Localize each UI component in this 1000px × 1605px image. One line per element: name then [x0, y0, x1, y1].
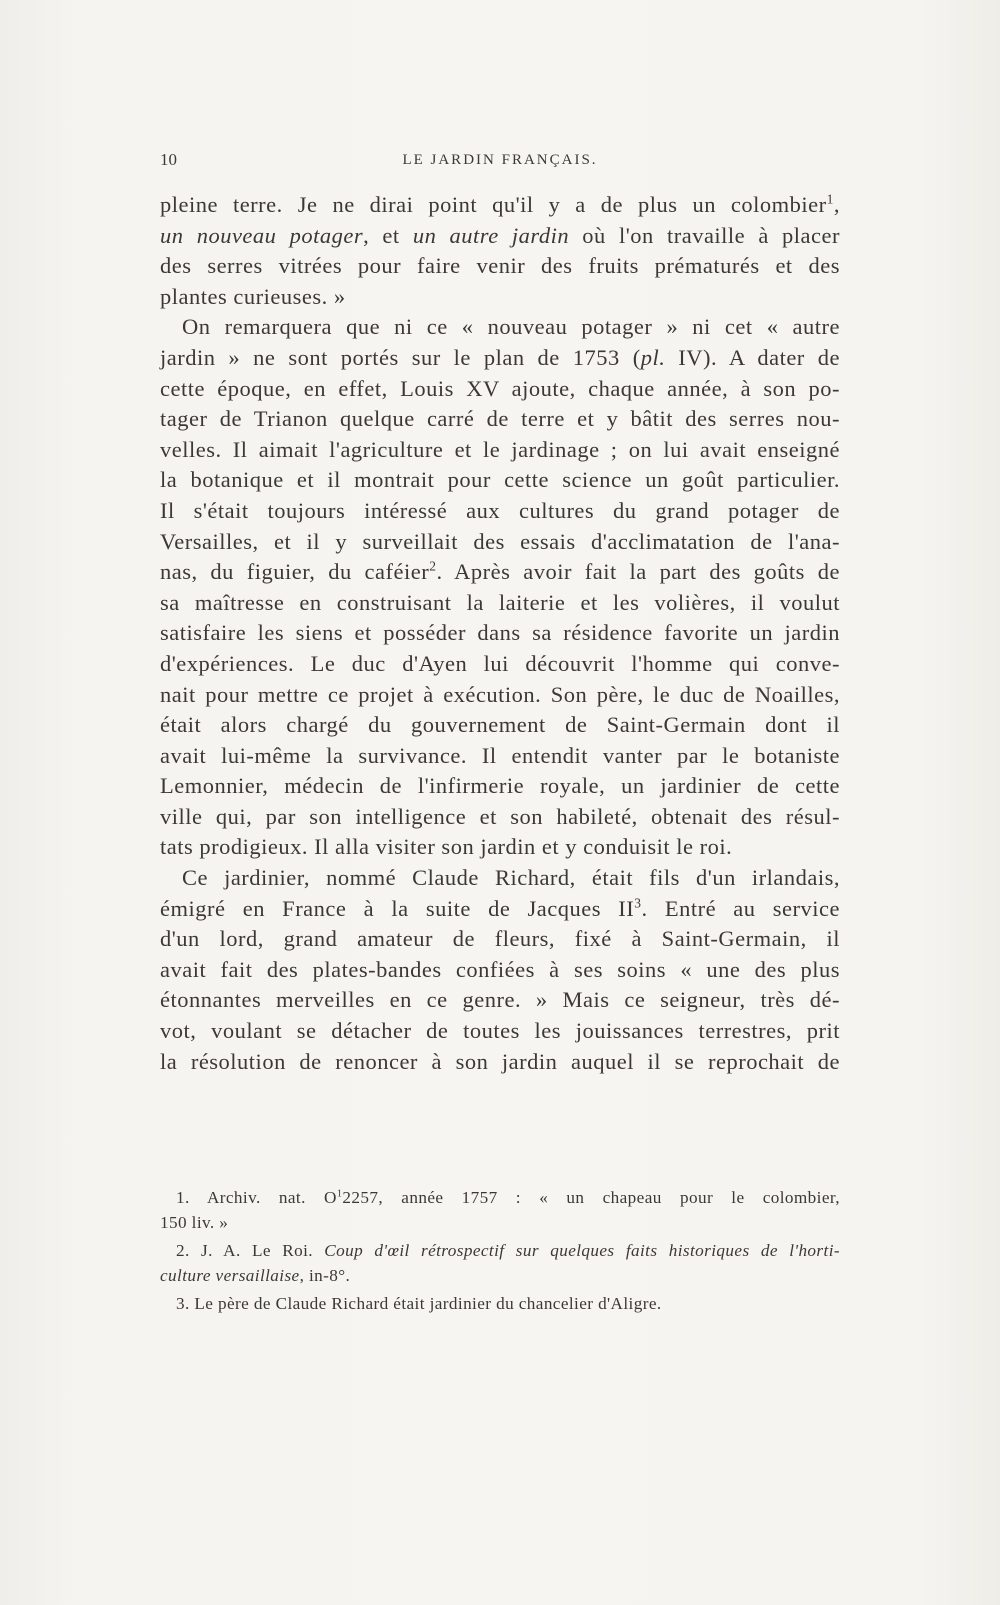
footnote-3	[160, 1292, 840, 1317]
footnote-1	[160, 1186, 840, 1235]
superscript: 1	[336, 1188, 343, 1200]
text-line: des serres vitrées pour faire venir des fruits prématurés et des	[160, 253, 840, 279]
footnote-ref: 1	[826, 191, 834, 207]
text-line: d'un lord, grand amateur de fleurs, fixé à Saint-Germain, il	[160, 926, 840, 952]
text-line: pleine terre. Je ne dirai point qu'il y a de plus un colombier	[160, 192, 827, 217]
footnote-line	[160, 1239, 840, 1264]
text-line: Il s'était toujours intéressé aux cultures du grand potager de	[160, 497, 840, 523]
paragraph	[160, 221, 840, 252]
text-line: cette époque, en effet, Louis XV ajoute, chaque année, à son po-	[160, 375, 840, 401]
page-header	[160, 150, 840, 174]
footnote-line: 3. Le père de Claude Richard était jardinier du chancelier d'Aligre.	[176, 1294, 662, 1313]
footnote-line: 150 liv. »	[160, 1212, 229, 1232]
footnote-ref: 3	[634, 895, 642, 911]
footnote-ref: 2	[429, 558, 437, 574]
text-line: vot, voulant se détacher de toutes les jouissances terrestres, prit	[160, 1018, 840, 1044]
text-line: velles. Il aimait l'agriculture et le jardinage ; on lui avait enseigné	[160, 436, 840, 462]
text-line: avait fait des plates-bandes confiées à ses soins « une des plus	[160, 956, 840, 982]
text-line: Versailles, et il y surveillait des essais d'acclimatation de l'ana-	[160, 528, 840, 554]
text-fragment: 1. Archiv. nat. O	[176, 1188, 337, 1207]
text-fragment: 2. J. A. Le Roi.	[176, 1241, 325, 1260]
italic-phrase: pl.	[640, 344, 666, 370]
text-fragment: . Entré au service	[641, 895, 840, 921]
footnote-line	[160, 1186, 840, 1211]
italic-phrase: un autre jardin	[412, 222, 570, 248]
text-line: plantes curieuses. »	[160, 283, 346, 309]
text-fragment: jardin » ne sont portés sur le plan de 1753 (	[160, 344, 641, 370]
running-head: LE JARDIN FRANÇAIS.	[402, 152, 598, 168]
text-fragment: 2257, année 1757 : « un chapeau pour le colombier,	[342, 1188, 841, 1207]
text-fragment: . Après avoir fait la part des goûts de	[436, 559, 840, 585]
text-fragment: ,	[833, 192, 840, 217]
text-line: étonnantes merveilles en ce genre. » Mais ce seigneur, très dé-	[160, 987, 840, 1013]
text-line: était alors chargé du gouvernement de Saint-Germain dont il	[160, 712, 840, 738]
page-number: 10	[160, 150, 177, 169]
text-line: la botanique et il montrait pour cette science un goût particulier.	[160, 467, 840, 493]
text-line: ville qui, par son intelligence et son habileté, obtenait des résul-	[160, 803, 840, 829]
text-fragment: où l'on travaille à placer	[569, 222, 840, 248]
text-fragment: IV). A dater de	[665, 344, 840, 370]
text-line: sa maîtresse en construisant la laiterie et les volières, il voulut	[160, 589, 840, 615]
text-fragment: nas, du figuier, du caféier	[160, 559, 430, 585]
italic-phrase: un nouveau potager	[160, 222, 364, 248]
paragraph	[160, 894, 840, 925]
text-line: On remarquera que ni ce « nouveau potager » ni cet « autre	[182, 314, 840, 340]
footnotes	[160, 1186, 840, 1321]
body-text	[160, 190, 840, 1077]
text-fragment: , et	[363, 222, 413, 248]
text-line: avait lui-même la survivance. Il entendit vanter par le botaniste	[160, 742, 840, 768]
text-fragment: émigré en France à la suite de Jacques II	[160, 895, 635, 921]
paragraph	[160, 343, 840, 374]
text-line: tats prodigieux. Il alla visiter son jardin et y conduisit le roi.	[160, 834, 733, 860]
text-line: nait pour mettre ce projet à exécution. Son père, le duc de Noailles,	[160, 681, 840, 707]
text-line: tager de Trianon quelque carré de terre et y bâtit des serres nou-	[160, 406, 840, 432]
text-line: Ce jardinier, nommé Claude Richard, était fils d'un irlandais,	[182, 865, 840, 891]
italic-title: Coup d'œil rétrospectif sur quelques faits historiques de l'horti-	[324, 1241, 840, 1260]
footnote-2	[160, 1239, 840, 1288]
text-line: Lemonnier, médecin de l'infirmerie royale, un jardinier de cette	[160, 773, 840, 799]
paragraph	[160, 190, 840, 221]
text-line: la résolution de renoncer à son jardin auquel il se reprochait de	[160, 1048, 840, 1074]
text-fragment: , in-8°.	[299, 1265, 351, 1285]
text-line: d'expériences. Le duc d'Ayen lui découvrit l'homme qui conve-	[160, 650, 840, 676]
italic-title: culture versaillaise	[160, 1265, 300, 1285]
text-line: satisfaire les siens et posséder dans sa résidence favorite un jardin	[160, 620, 840, 646]
paragraph	[160, 557, 840, 588]
footnote-line	[160, 1264, 840, 1289]
